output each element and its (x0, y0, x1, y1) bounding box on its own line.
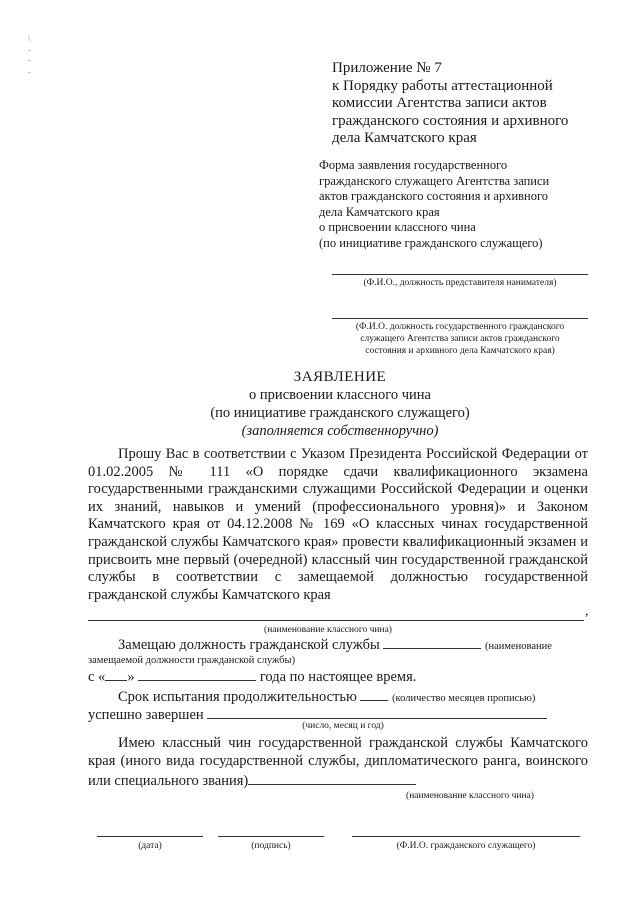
form-description-line: Форма заявления государственного (319, 158, 508, 172)
date-caption: (число, месяц и год) (302, 721, 384, 731)
position-hint-end: замещаемой должности гражданской службы) (88, 655, 296, 666)
employer-line[interactable] (332, 274, 588, 275)
class-rank-paragraph (88, 735, 588, 791)
employee-line[interactable] (332, 318, 588, 319)
probation-hint: (количество месяцев прописью) (392, 693, 536, 704)
class-rank-caption: (наименование классного чина) (406, 791, 534, 801)
since-mid: » (127, 669, 135, 685)
class-rank-input[interactable] (248, 770, 416, 785)
margin-mark: - (28, 68, 31, 77)
since-prefix: с « (88, 669, 106, 685)
name-sign-caption: (Ф.И.О. гражданского служащего) (396, 841, 536, 851)
probation-text: Срок испытания продолжительностью (118, 689, 357, 705)
date-sign-caption: (дата) (138, 841, 162, 851)
since-day-input[interactable] (105, 666, 127, 681)
form-description (319, 158, 609, 252)
form-description-line: дела Камчатского края (319, 204, 440, 219)
appendix-line: гражданского состояния и архивного (332, 112, 569, 129)
appendix-number: Приложение № 7 (332, 60, 442, 76)
position-input[interactable] (383, 634, 481, 649)
margin-mark: - (28, 46, 31, 55)
position-text: Замещаю должность гражданской службы (118, 637, 380, 653)
appendix-line: к Порядку работы аттестационной (332, 77, 553, 94)
position-hint: (наименование (484, 641, 552, 652)
since-row (88, 666, 588, 687)
completed-date-input[interactable] (207, 704, 547, 719)
margin-mark: \ (28, 34, 31, 43)
document-title: ЗАЯВЛЕНИЕ (293, 369, 387, 385)
form-description-line: гражданского служащего Агентства записи (319, 173, 550, 188)
employee-caption (318, 321, 602, 357)
employer-caption: (Ф.И.О., должность представителя нанимателя) (363, 278, 557, 288)
employee-caption-line: служащего Агентства записи актов гражданского (360, 334, 560, 344)
position-row (118, 634, 598, 656)
signature-caption: (подпись) (251, 841, 291, 851)
document-heading (80, 368, 600, 440)
since-suffix: года по настоящее время. (259, 669, 417, 685)
probation-months-input[interactable] (360, 686, 388, 701)
form-description-line: (по инициативе гражданского служащего) (319, 235, 543, 250)
form-description-line: актов гражданского состояния и архивного (319, 189, 549, 204)
since-month-year-input[interactable] (138, 666, 256, 681)
completed-text: успешно завершен (88, 707, 204, 723)
signature-line[interactable] (218, 836, 324, 837)
name-sign-line[interactable] (352, 836, 580, 837)
form-description-line: о присвоении классного чина (319, 220, 476, 235)
heading-subtitle: о присвоении классного чина (249, 387, 431, 403)
class-rank-text: Имею классный чин государственной гражданской службы Камчатского края (иного вида государственной службы, дипломатического ранга, воинского или специального звания) (88, 735, 588, 790)
appendix-block (332, 60, 612, 148)
rank-caption: (наименование классного чина) (264, 625, 392, 635)
margin-mark: - (28, 56, 31, 65)
application-form-page: \ - - - Приложение № 7 к Порядку работы аттестационной комиссии Агентства записи актов гражданского состояния и архивного дела Камчатского края Форма заявления государственного гражданского служащего Агентства записи актов гражданского состояния и архивного дела Камчатского края о присвоении классного чина (по инициативе гражданского служащего) (Ф.И.О., должность представителя нанимателя) (Ф.И.О. должность государственного гражданского служащего Агентства записи актов гражданского состояния и архивного дела Камчатского края) ЗАЯВЛЕНИЕ о присвоении классного чина (по инициативе гражданского служащего) (заполняется собственноручно) Прошу Вас в соответствии с Указом Президента Российской Федерации от 01.02.2005 № 111 «О порядке сдачи квалификационного экзамена государственными гражданскими служащими Российской Федерации и оценки их знаний, навыков и умений (профессионального уровня)» и Законом Камчатского края от 04.12.2008 № 169 «О классных чинах государственной гражданской службы Камчатского края» провести квалификационный экзамен и присвоить мне первый (очередной) классный чин государственной гражданской службы в соответствии с замещаемой должностью государственной гражданской службы Камчатского края , (наименование классного чина) Замещаю должность гражданской службы (наименование замещаемой должности гражданской службы) с « » года по настоящее время. Срок испытания продолжительностью (количество месяцев прописью) успешно завершен (число, месяц и год) Имею классный чин государственной гражданской службы Камчатского края (иного вида государственной службы, дипломатического ранга, воинского или специального звания) (наименование классного чина) (дата) (подпись) (Ф.И.О. гражданского служащего) (0, 0, 640, 905)
appendix-line: комиссии Агентства записи актов (332, 95, 547, 111)
date-sign-line[interactable] (97, 836, 203, 837)
heading-note: (заполняется собственноручно) (241, 423, 439, 439)
heading-subtitle: (по инициативе гражданского служащего) (210, 405, 470, 421)
employee-caption-line: (Ф.И.О. должность государственного гражданского (355, 322, 565, 332)
main-paragraph: Прошу Вас в соответствии с Указом Президента Российской Федерации от 01.02.2005 № 111 «О порядке сдачи квалификационного экзамена государственными гражданскими служащими Российской Федерации и оценки их знаний, навыков и умений (профессионального уровня)» и Законом Камчатского края от 04.12.2008 № 169 «О классных чинах государственной гражданской службы Камчатского края» провести квалификационный экзамен и присвоить мне первый (очередной) классный чин государственной гражданской службы в соответствии с замещаемой должностью государственной гражданской службы Камчатского края (88, 446, 588, 603)
appendix-line: дела Камчатского края (332, 130, 477, 146)
employee-caption-line: состояния и архивного дела Камчатского края) (365, 346, 555, 356)
